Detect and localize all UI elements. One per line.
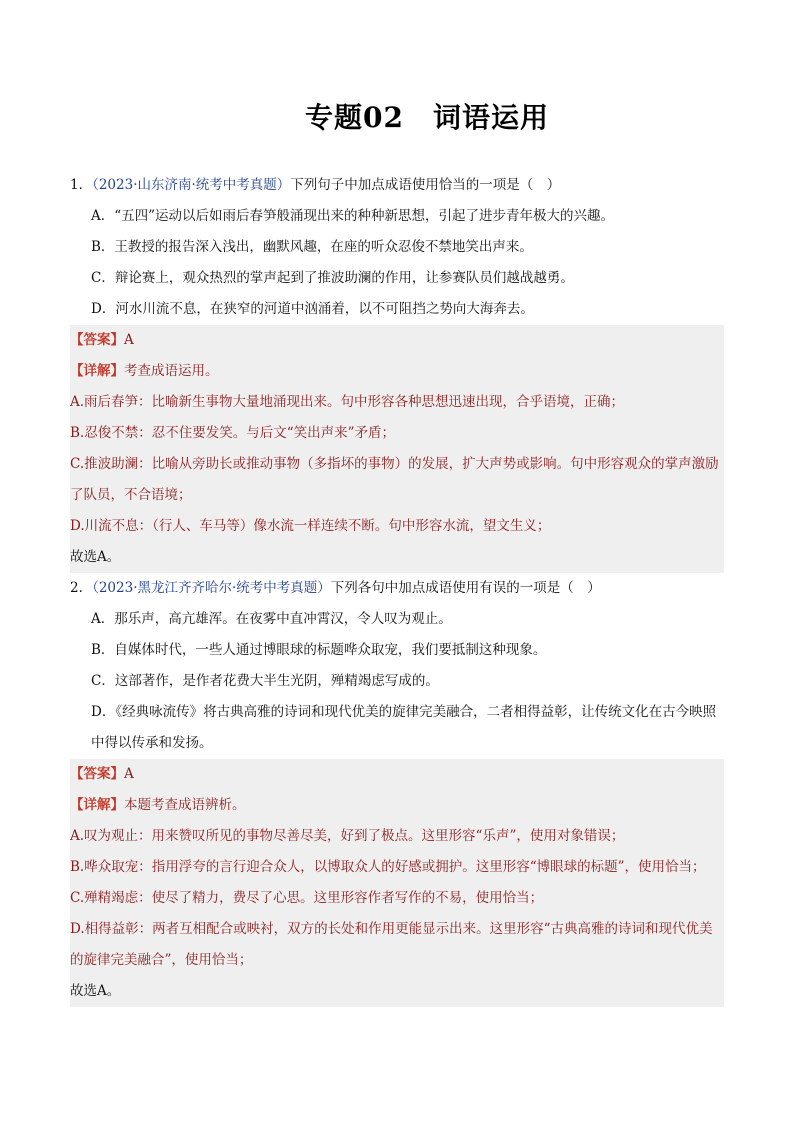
option-c: C．辩论赛上，观众热烈的掌声起到了推波助澜的作用，让参赛队员们越战越勇。 (91, 270, 574, 286)
question-2 (70, 573, 724, 1007)
explanation-b: B.忍俊不禁：忍不住要发笑。与后文“笑出声来”矛盾； (70, 425, 396, 441)
explanation-d: D.相得益彰：两者互相配合或映衬，双方的长处和作用更能显示出来。这里形容“古典高雅的诗词和现代优美的旋律完美融合”，使用恰当； (70, 921, 713, 968)
explanation-b: B.哗众取宠：指用浮夸的言行迎合众人，以博取众人的好感或拥护。这里形容“博眼球的标题”，使用恰当； (70, 859, 706, 875)
answer-line: 【答案】A (70, 332, 134, 348)
question-source: （2023·黑龙江齐齐哈尔·统考中考真题） (92, 580, 331, 596)
answer-line: 【答案】A (70, 766, 134, 782)
explanation-d: D.川流不息：（行人、车马等）像水流一样连续不断。句中形容水流，望文生义； (70, 518, 551, 534)
explanation-a: A.叹为观止：用来赞叹所见的事物尽善尽美，好到了极点。这里形容“乐声”，使用对象错误； (70, 828, 625, 844)
explanation-c: C.殚精竭虑：使尽了精力，费尽了心思。这里形容作者写作的不易，使用恰当； (70, 890, 544, 906)
question-source: （2023·山东济南·统考中考真题） (92, 177, 291, 193)
option-a: A．“五四”运动以后如雨后春笋般涌现出来的种种新思想，引起了进步青年极大的兴趣。 (91, 208, 615, 224)
answer-block (70, 325, 724, 573)
option-d: D．河水川流不息，在狭窄的河道中汹涌着，以不可阻挡之势向大海奔去。 (91, 301, 534, 317)
question-1 (70, 170, 724, 573)
question-stem: 1．（2023·山东济南·统考中考真题）下列句子中加点成语使用恰当的一项是（ ） (70, 177, 561, 193)
option-b: B．王教授的报告深入浅出，幽默风趣，在座的听众忍俊不禁地笑出声来。 (91, 239, 533, 255)
detail-line: 【详解】考查成语运用。 (70, 363, 219, 379)
detail-line: 【详解】本题考查成语辨析。 (70, 797, 246, 813)
explanation-a: A.雨后春笋：比喻新生事物大量地涌现出来。句中形容各种思想迅速出现，合乎语境，正确； (70, 394, 625, 410)
conclusion: 故选A。 (70, 983, 121, 999)
conclusion: 故选A。 (70, 549, 121, 565)
option-d: D．《经典咏流传》将古典高雅的诗词和现代优美的旋律完美融合，二者相得益彰，让传统文化在古今映照中得以传承和发扬。 (91, 704, 717, 751)
question-stem: 2．（2023·黑龙江齐齐哈尔·统考中考真题）下列各句中加点成语使用有误的一项是（ ） (70, 580, 601, 596)
document-body (70, 170, 724, 1007)
answer-block (70, 759, 724, 1007)
explanation-c: C.推波助澜：比喻从旁助长或推动事物（多指坏的事物）的发展，扩大声势或影响。句中形容观众的掌声激励了队员，不合语境； (70, 456, 719, 503)
page-title: 专题02 词语运用 (305, 101, 549, 134)
option-b: B．自媒体时代，一些人通过博眼球的标题哗众取宠，我们要抵制这种现象。 (91, 642, 547, 658)
option-c: C．这部著作，是作者花费大半生光阴，殚精竭虑写成的。 (91, 673, 439, 689)
option-a: A．那乐声，高亢雄浑。在夜雾中直冲霄汉，令人叹为观止。 (91, 611, 452, 627)
